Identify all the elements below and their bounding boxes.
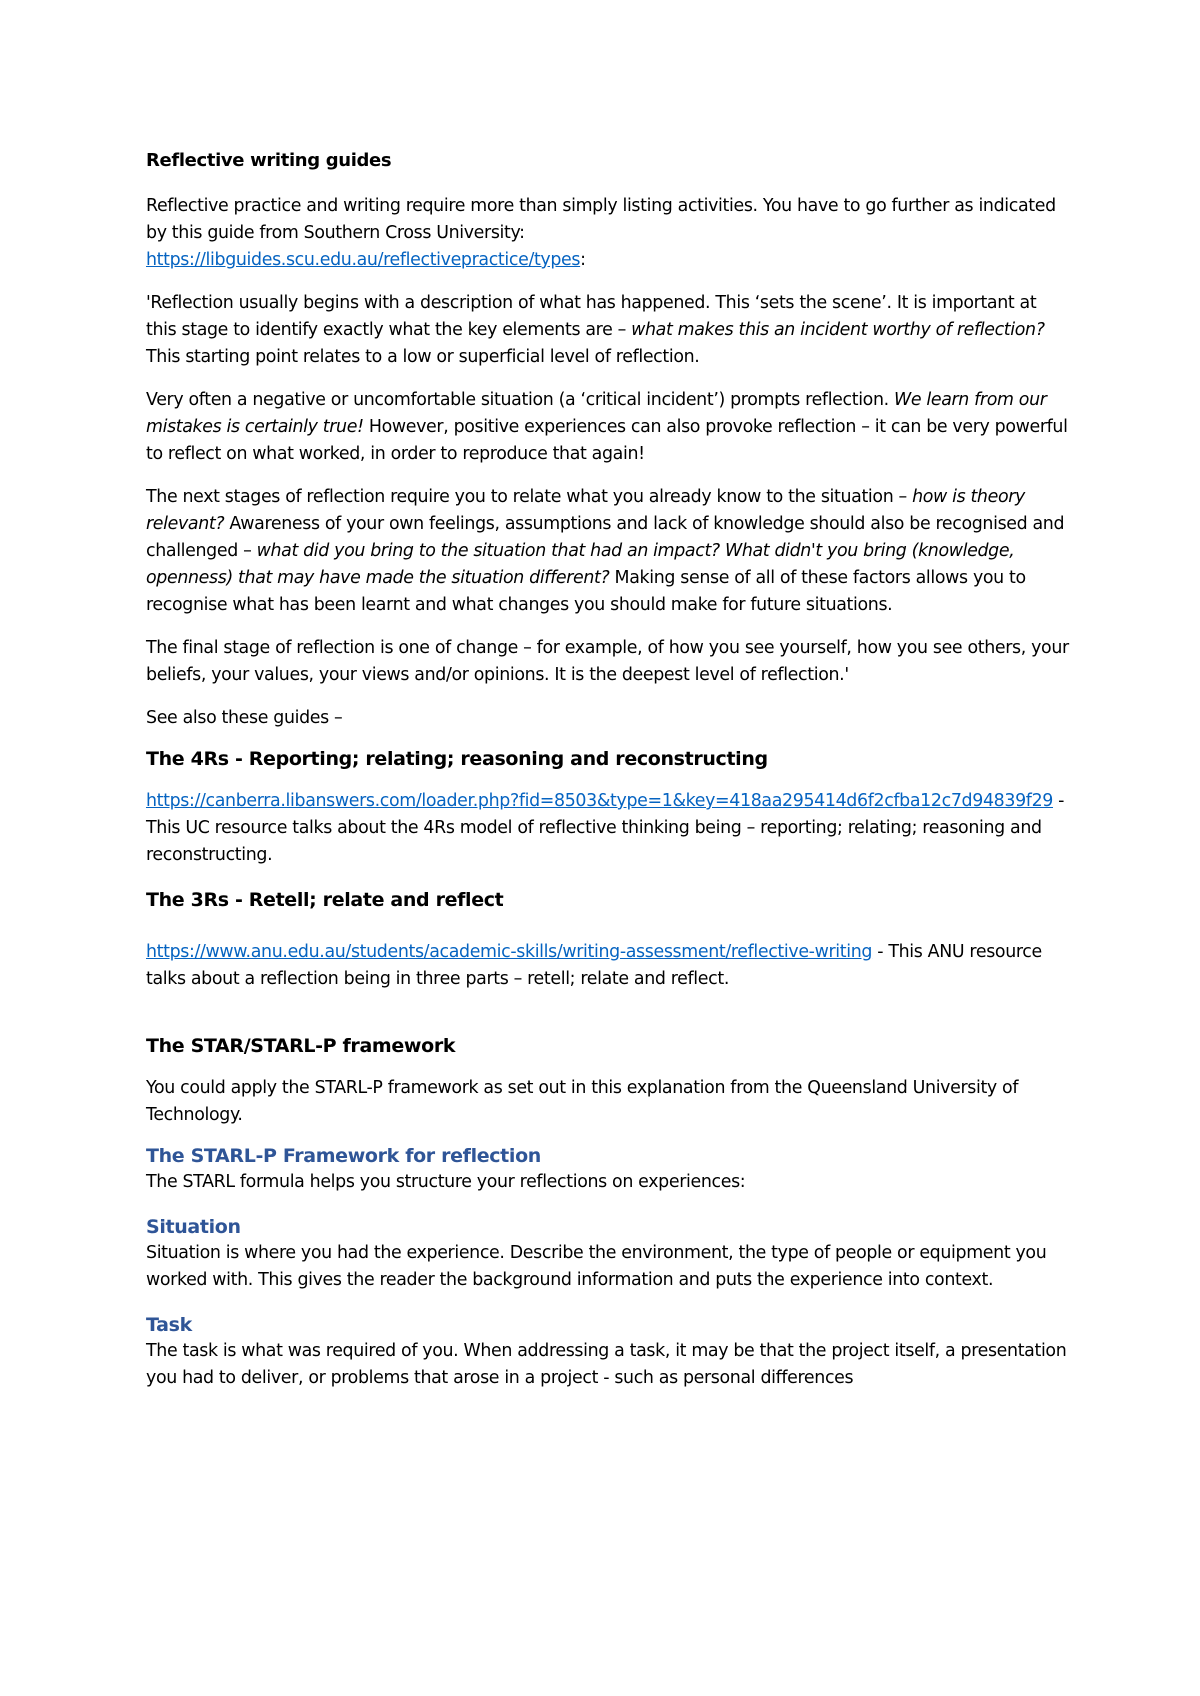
three-rs-link[interactable]: https://www.anu.edu.au/students/academic-skills/writing-assessment/reflective-writing <box>146 942 873 962</box>
star-heading: The STAR/STARL-P framework <box>146 1035 456 1057</box>
quote-paragraph-1 <box>146 290 1070 371</box>
quote-1-text-b: This starting point relates to a low or superficial level of reflection. <box>146 347 700 367</box>
quote-3-text-c: Making sense of all of these factors allows you to recognise what has been learnt and what changes you should make for future situations. <box>146 568 1026 615</box>
quote-1-emphasis: what makes this an incident worthy of reflection? <box>631 320 1045 340</box>
quote-2-emphasis: We learn from our mistakes is certainly true! <box>146 390 1047 437</box>
quote-2-text-a: Very often a negative or uncomfortable situation (a ‘critical incident’) prompts reflection. <box>146 390 894 410</box>
quote-paragraph-2 <box>146 387 1070 468</box>
three-rs-text: - This ANU resource talks about a reflection being in three parts – retell; relate and reflect. <box>146 942 1042 989</box>
task-heading: Task <box>146 1314 192 1336</box>
intro-link-suffix: : <box>580 250 586 270</box>
intro-paragraph <box>146 193 1070 274</box>
situation-heading: Situation <box>146 1216 241 1238</box>
quote-3-emphasis-2: what did you bring to the situation that had an impact? What didn't you bring (knowledge, openness) that may have made the situation different? <box>146 541 1015 588</box>
intro-text: Reflective practice and writing require more than simply listing activities. You have to go further as indicated by this guide from Southern Cross University: <box>146 196 1056 243</box>
four-rs-link[interactable]: https://canberra.libanswers.com/loader.php?fid=8503&type=1&key=418aa295414d6f2cfba12c7d94839f29 <box>146 791 1053 811</box>
quote-3-text-b: Awareness of your own feelings, assumptions and lack of knowledge should also be recognised and challenged – <box>146 514 1065 561</box>
quote-3-text-a: The next stages of reflection require you to relate what you already know to the situation – <box>146 487 913 507</box>
page-title: Reflective writing guides <box>146 150 392 171</box>
quote-1-text-a: 'Reflection usually begins with a description of what has happened. This ‘sets the scene’. It is important at this stage to identify exactly what the key elements are – <box>146 293 1037 340</box>
three-rs-paragraph <box>146 939 1070 993</box>
task-text: The task is what was required of you. When addressing a task, it may be that the project itself, a presentation you had to deliver, or problems that arose in a project - such as personal differences <box>146 1341 1067 1388</box>
starl-p-text: The STARL formula helps you structure your reflections on experiences: <box>146 1172 746 1192</box>
four-rs-heading: The 4Rs - Reporting; relating; reasoning and reconstructing <box>146 748 768 770</box>
quote-paragraph-4: The final stage of reflection is one of change – for example, of how you see yourself, how you see others, your beliefs, your values, your views and/or opinions. It is the deepest level of reflection.' <box>146 638 1069 685</box>
star-intro: You could apply the STARL-P framework as set out in this explanation from the Queensland University of Technology. <box>146 1078 1019 1125</box>
see-also-text: See also these guides – <box>146 708 343 728</box>
scu-guide-link[interactable]: https://libguides.scu.edu.au/reflectivepractice/types <box>146 250 581 270</box>
four-rs-text: - This UC resource talks about the 4Rs model of reflective thinking being – reporting; relating; reasoning and reconstructing. <box>146 791 1065 865</box>
quote-3-emphasis-1: how is theory relevant? <box>146 487 1025 534</box>
situation-text: Situation is where you had the experience. Describe the environment, the type of people or equipment you worked with. This gives the reader the background information and puts the experience into context. <box>146 1243 1047 1290</box>
quote-2-text-b: However, positive experiences can also provoke reflection – it can be very powerful to reflect on what worked, in order to reproduce that again! <box>146 417 1068 464</box>
four-rs-paragraph <box>146 788 1070 869</box>
starl-p-subheading: The STARL-P Framework for reflection <box>146 1145 541 1167</box>
quote-paragraph-3 <box>146 484 1070 619</box>
three-rs-heading: The 3Rs - Retell; relate and reflect <box>146 889 504 911</box>
